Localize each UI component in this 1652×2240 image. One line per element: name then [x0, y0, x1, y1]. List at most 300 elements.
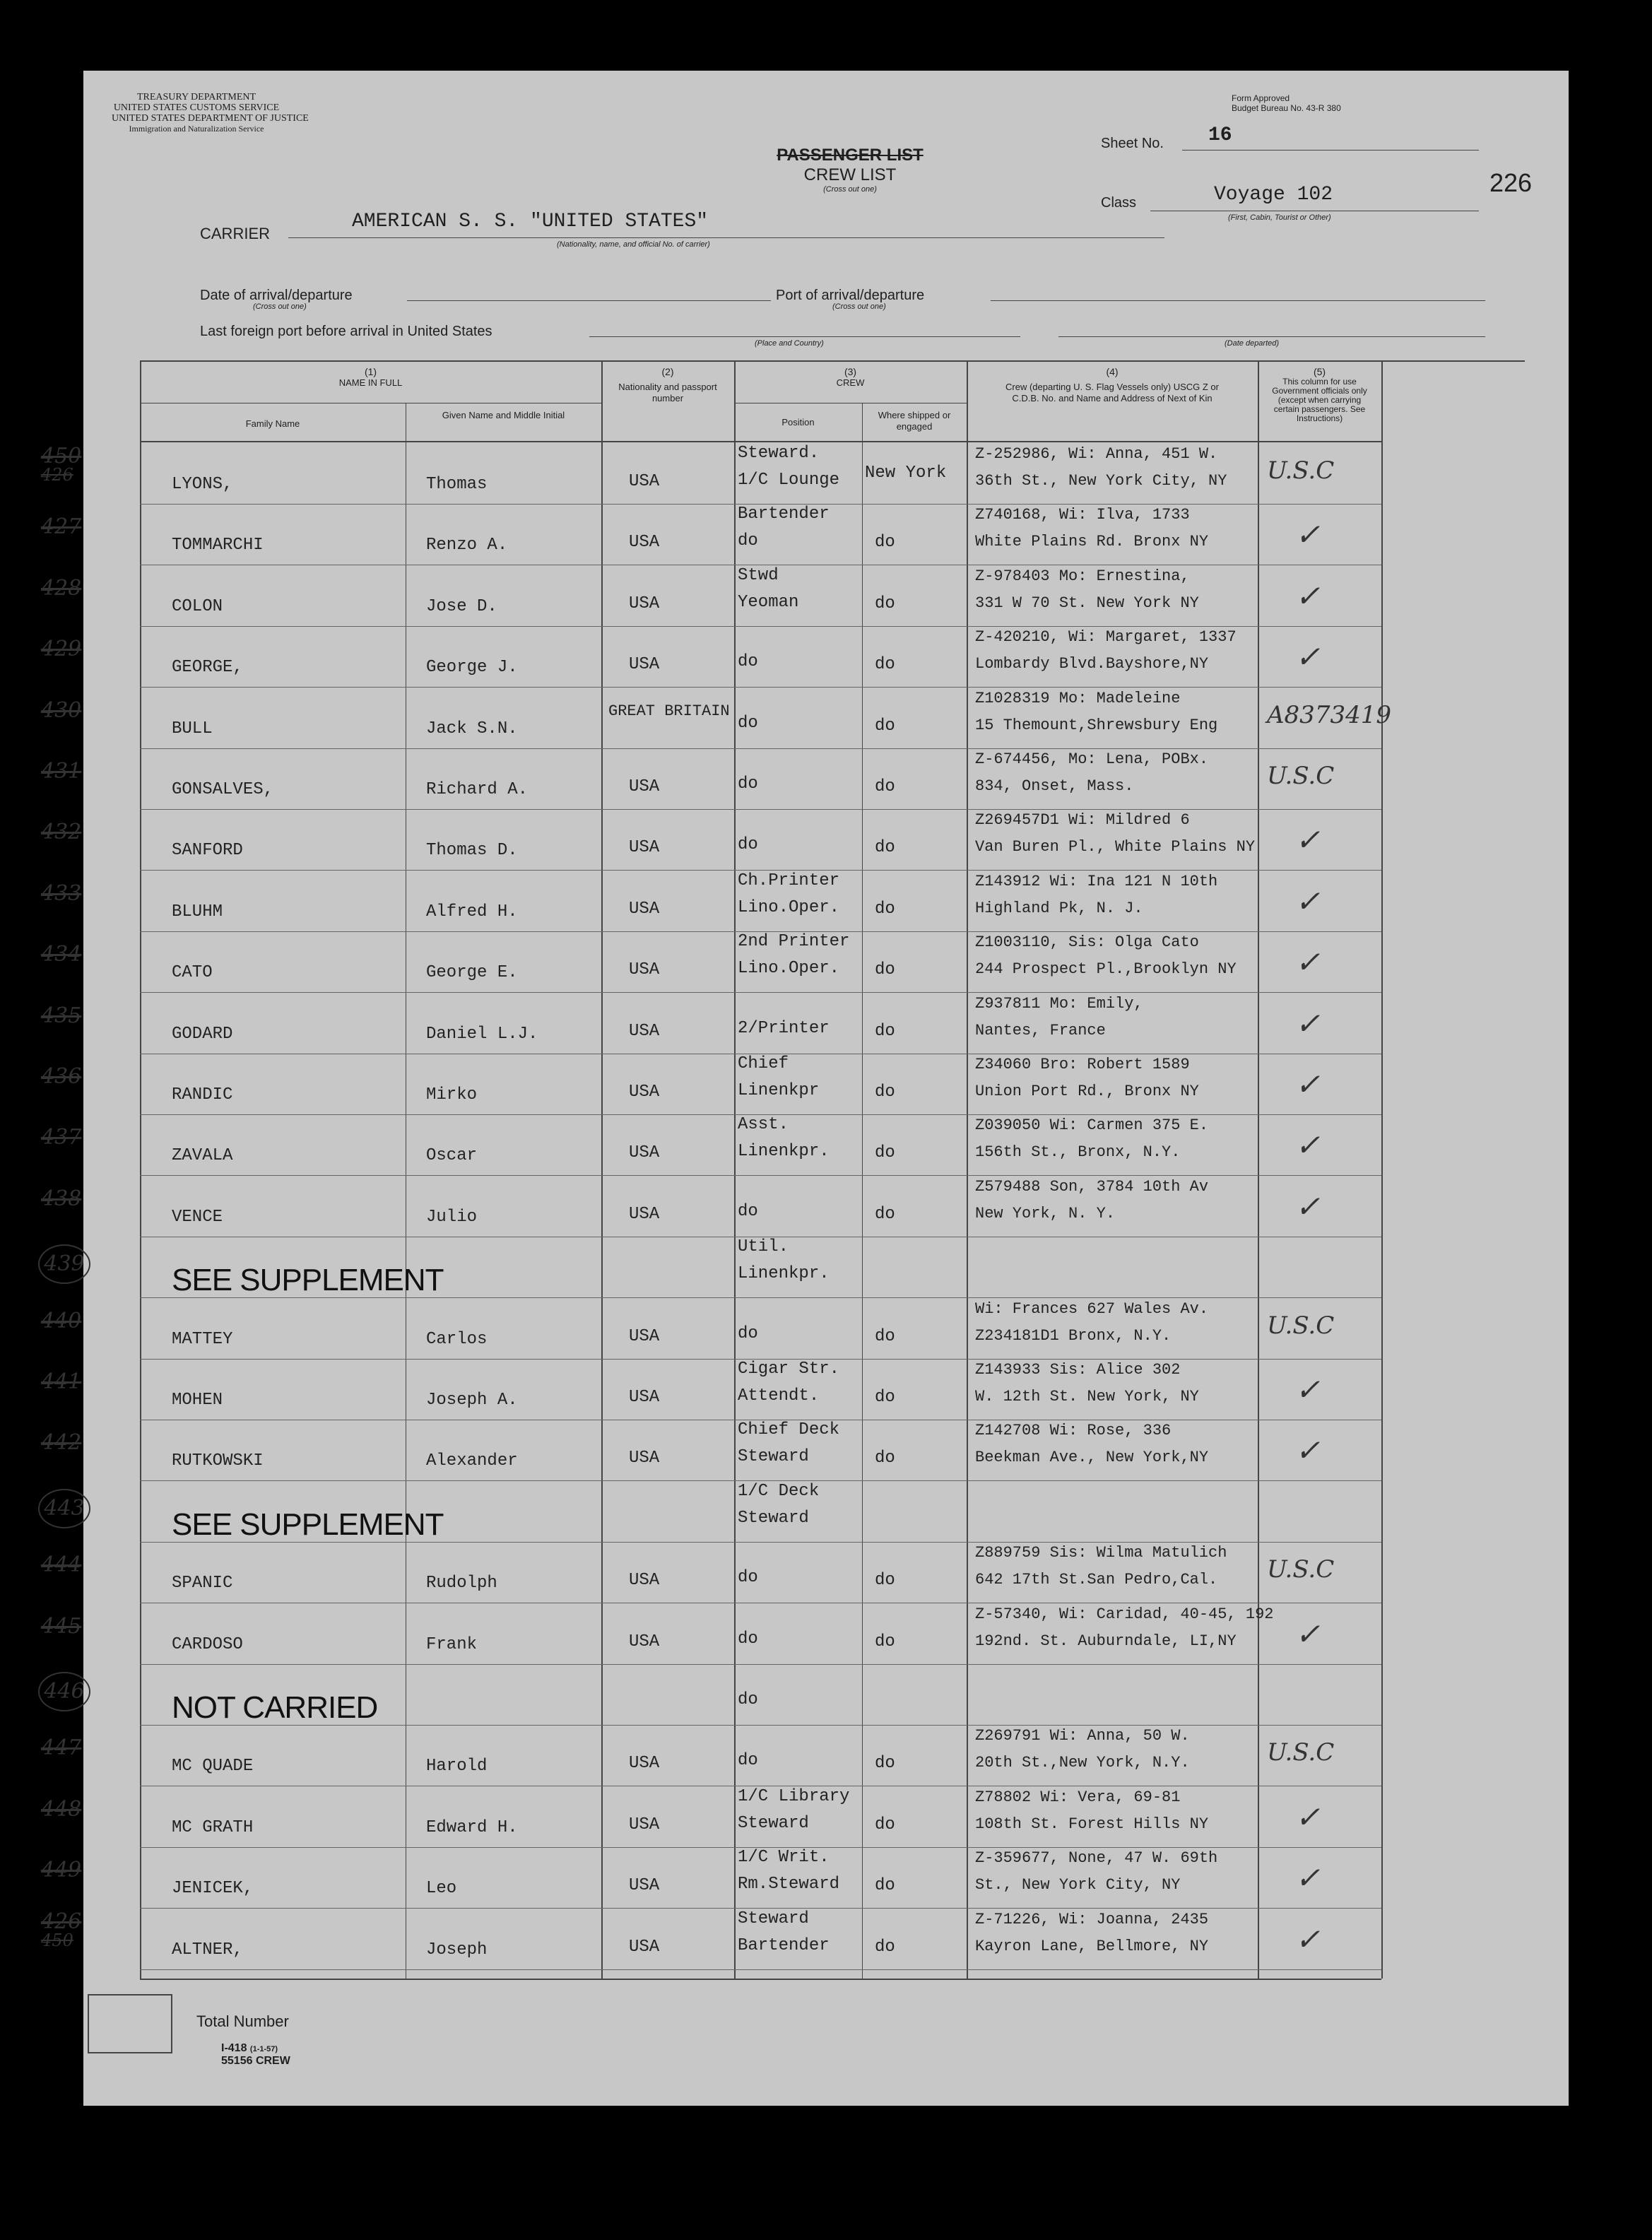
- table-row: [41, 810, 1569, 871]
- family-name: MOHEN: [172, 1391, 223, 1410]
- position-line-2: Bartender: [738, 1936, 830, 1955]
- row-divider: [140, 1175, 1381, 1176]
- where-shipped: do: [875, 594, 895, 613]
- next-of-kin-line-2: 642 17th St.San Pedro,Cal.: [975, 1571, 1218, 1588]
- position-line-1: 1/C Writ.: [738, 1848, 830, 1867]
- total-label: Total Number: [196, 2012, 289, 2030]
- table-row: [41, 1360, 1569, 1420]
- next-of-kin-line-2: 36th St., New York City, NY: [975, 472, 1227, 490]
- family-name: BLUHM: [172, 902, 223, 921]
- line-number: 427: [41, 514, 82, 539]
- position-line-1: do: [738, 1568, 758, 1587]
- official-mark: ✓: [1295, 823, 1321, 857]
- last-port-note-place: (Place and Country): [755, 339, 824, 348]
- family-name: BULL: [172, 719, 213, 738]
- line-number: 443: [38, 1489, 90, 1528]
- next-of-kin-line-1: Z-359677, None, 47 W. 69th: [975, 1849, 1218, 1867]
- family-name: MC QUADE: [172, 1757, 254, 1776]
- position-line-1: do: [738, 774, 758, 794]
- where-shipped: do: [875, 960, 895, 979]
- title-passenger: PASSENGER LIST: [777, 146, 924, 165]
- given-name: Thomas D.: [426, 841, 518, 860]
- official-mark: ✓: [1295, 1433, 1321, 1468]
- family-name: RUTKOWSKI: [172, 1451, 264, 1470]
- table-row: [41, 1420, 1569, 1481]
- next-of-kin-line-2: Highland Pk, N. J.: [975, 900, 1143, 917]
- form-id: [221, 2042, 278, 2055]
- where-shipped: do: [875, 1938, 895, 1957]
- where-shipped: do: [875, 1815, 895, 1834]
- stamp-text: NOT CARRIED: [172, 1690, 378, 1725]
- last-port-label: Last foreign port before arrival in United States: [200, 324, 492, 339]
- col5-header: [1258, 366, 1381, 423]
- position-line-1: Bartender: [738, 505, 830, 524]
- line-number-alt: 450: [41, 1930, 73, 1950]
- family-name: COLON: [172, 597, 223, 616]
- position-line-1: Chief: [738, 1054, 789, 1073]
- family-name: MATTEY: [172, 1330, 233, 1349]
- nationality: USA: [629, 838, 660, 857]
- line-number: 441: [41, 1369, 82, 1394]
- given-name: Joseph A.: [426, 1391, 518, 1410]
- given-name: George E.: [426, 963, 518, 982]
- form-code: 55156 CREW: [221, 2055, 290, 2067]
- given-name: Leo: [426, 1879, 457, 1898]
- port-arrival-note: (Cross out one): [832, 302, 886, 311]
- where-shipped: do: [875, 655, 895, 674]
- official-mark: U.S.C: [1267, 1555, 1335, 1584]
- line-number: 428: [41, 576, 82, 601]
- position-line-2: Steward: [738, 1447, 809, 1466]
- position-line-1: do: [738, 652, 758, 671]
- col1-header: [140, 366, 601, 389]
- given-name: Jose D.: [426, 597, 497, 616]
- position-line-2: Linenkpr: [738, 1081, 820, 1100]
- position-line-1: Chief Deck: [738, 1420, 840, 1439]
- table-row: [44, 1482, 1569, 1543]
- position-line-1: Steward.: [738, 444, 820, 463]
- position-line-1: do: [738, 835, 758, 854]
- form-approved-line-1: Form Approved: [1232, 93, 1290, 103]
- official-mark: U.S.C: [1267, 762, 1335, 790]
- given-name: Jack S.N.: [426, 719, 518, 738]
- table-row: [41, 1909, 1569, 1970]
- row-divider: [140, 992, 1381, 993]
- next-of-kin-line-1: Z-978403 Mo: Ernestina,: [975, 567, 1190, 585]
- family-name: TOMMARCHI: [172, 536, 264, 555]
- title-note: (Cross out one): [823, 185, 877, 194]
- table-row: [41, 1604, 1569, 1665]
- last-port-note-date: (Date departed): [1225, 339, 1280, 348]
- next-of-kin-line-2: Nantes, France: [975, 1022, 1106, 1039]
- where-shipped: do: [875, 717, 895, 736]
- col2-title: Nationality and passport number: [618, 382, 717, 403]
- nationality: USA: [629, 472, 660, 491]
- official-mark: ✓: [1295, 1800, 1321, 1834]
- given-name: Daniel L.J.: [426, 1025, 538, 1044]
- sheet-label: Sheet No.: [1101, 136, 1164, 151]
- agency-line-3: UNITED STATES DEPARTMENT OF JUSTICE: [112, 113, 309, 124]
- port-arrival-label: Port of arrival/departure: [776, 288, 925, 303]
- official-mark: ✓: [1295, 579, 1321, 613]
- official-mark: ✓: [1295, 639, 1321, 674]
- line-number: 430: [41, 698, 82, 723]
- official-mark: ✓: [1295, 945, 1321, 979]
- nationality: USA: [629, 1449, 660, 1468]
- position-line-2: Linenkpr.: [738, 1264, 830, 1283]
- nationality: USA: [629, 533, 660, 552]
- given-name: Rudolph: [426, 1574, 497, 1593]
- given-name: Harold: [426, 1757, 488, 1776]
- table-row: [41, 1726, 1569, 1786]
- family-name: GONSALVES,: [172, 780, 274, 799]
- line-number: 434: [41, 942, 82, 967]
- position-line-1: do: [738, 1690, 758, 1709]
- family-name: CARDOSO: [172, 1635, 243, 1654]
- next-of-kin-line-2: Union Port Rd., Bronx NY: [975, 1083, 1199, 1100]
- family-name: CATO: [172, 963, 213, 982]
- nationality: USA: [629, 594, 660, 613]
- next-of-kin-line-1: Z1028319 Mo: Madeleine: [975, 690, 1181, 707]
- line-number: 436: [41, 1064, 82, 1089]
- official-mark: U.S.C: [1267, 1738, 1335, 1767]
- nationality: USA: [629, 960, 660, 979]
- line-number: 447: [41, 1735, 82, 1760]
- nationality: USA: [629, 1938, 660, 1957]
- where-shipped: do: [875, 1327, 895, 1346]
- date-arrival-label: Date of arrival/departure: [200, 288, 353, 303]
- family-name: SANFORD: [172, 841, 243, 860]
- col1-title: NAME IN FULL: [338, 377, 403, 388]
- line-number: 446: [38, 1672, 90, 1711]
- official-mark: ✓: [1295, 1006, 1321, 1041]
- official-mark: ✓: [1295, 1922, 1321, 1957]
- position-line-1: Cigar Str.: [738, 1360, 840, 1379]
- col4-num: (4): [1106, 366, 1119, 377]
- family-name: LYONS,: [172, 475, 233, 494]
- stamp-text: SEE SUPPLEMENT: [172, 1263, 444, 1297]
- where-shipped: do: [875, 1143, 895, 1162]
- official-mark: ✓: [1295, 517, 1321, 552]
- position-line-2: Lino.Oper.: [738, 898, 840, 917]
- position-line-1: 2/Printer: [738, 1019, 830, 1038]
- table-row: [41, 505, 1569, 565]
- line-number: 442: [41, 1430, 82, 1455]
- next-of-kin-line-2: 108th St. Forest Hills NY: [975, 1815, 1209, 1833]
- nationality: USA: [629, 1754, 660, 1773]
- next-of-kin-line-2: Beekman Ave., New York,NY: [975, 1449, 1209, 1466]
- col3-num: (3): [844, 366, 857, 377]
- col3-title: CREW: [836, 377, 865, 388]
- line-number-alt: 426: [41, 465, 73, 485]
- next-of-kin-line-2: White Plains Rd. Bronx NY: [975, 533, 1209, 550]
- nationality: USA: [629, 655, 660, 674]
- where-shipped: do: [875, 1388, 895, 1407]
- form-sheet: [41, 71, 1569, 2106]
- where-shipped: New York: [865, 464, 947, 483]
- nationality: USA: [629, 1876, 660, 1895]
- position-line-2: Rm.Steward: [738, 1875, 840, 1894]
- next-of-kin-line-1: Z-71226, Wi: Joanna, 2435: [975, 1911, 1209, 1928]
- agency-line-4: Immigration and Naturalization Service: [129, 124, 264, 134]
- next-of-kin-line-1: Z143912 Wi: Ina 121 N 10th: [975, 873, 1218, 890]
- title-crew: CREW LIST: [803, 165, 897, 184]
- where-shipped: do: [875, 838, 895, 857]
- form-approved-line-2: Budget Bureau No. 43-R 380: [1232, 103, 1341, 113]
- given-name: Edward H.: [426, 1818, 518, 1837]
- next-of-kin-line-1: Z142708 Wi: Rose, 336: [975, 1422, 1172, 1439]
- row-divider: [140, 1969, 1381, 1970]
- class-note: (First, Cabin, Tourist or Other): [1228, 213, 1331, 222]
- line-number: 439: [38, 1244, 90, 1284]
- next-of-kin-line-2: Van Buren Pl., White Plains NY: [975, 838, 1256, 856]
- table-row: [41, 1299, 1569, 1360]
- given-name: Thomas: [426, 475, 488, 494]
- next-of-kin-line-2: 331 W 70 St. New York NY: [975, 594, 1199, 612]
- official-mark: U.S.C: [1267, 1311, 1335, 1340]
- nationality: USA: [629, 900, 660, 919]
- form-id-value: I-418: [221, 2042, 247, 2054]
- line-number: 429: [41, 637, 82, 661]
- col1-num: (1): [364, 366, 377, 377]
- col3-header: [734, 366, 967, 389]
- family-name: ZAVALA: [172, 1146, 233, 1165]
- nationality: USA: [629, 1205, 660, 1224]
- position-line-1: 2nd Printer: [738, 932, 850, 951]
- family-name: GODARD: [172, 1025, 233, 1044]
- col3-where-header: Where shipped or engaged: [878, 410, 951, 432]
- col5-num: (5): [1313, 366, 1326, 377]
- where-shipped: do: [875, 1754, 895, 1773]
- next-of-kin-line-1: Wi: Frances 627 Wales Av.: [975, 1300, 1209, 1318]
- next-of-kin-line-1: Z78802 Wi: Vera, 69-81: [975, 1788, 1181, 1806]
- next-of-kin-line-1: Z039050 Wi: Carmen 375 E.: [975, 1116, 1209, 1134]
- next-of-kin-line-2: 15 Themount,Shrewsbury Eng: [975, 717, 1218, 734]
- col2-num: (2): [661, 366, 674, 377]
- where-shipped: do: [875, 1632, 895, 1651]
- nationality: USA: [629, 1022, 660, 1041]
- table-row: [41, 1787, 1569, 1848]
- table-row: [41, 1177, 1569, 1237]
- position-line-2: Linenkpr.: [738, 1142, 830, 1161]
- where-shipped: do: [875, 533, 895, 552]
- col1-given-header: Given Name and Middle Initial: [442, 410, 565, 420]
- given-name: Mirko: [426, 1085, 478, 1104]
- line-number: 431: [41, 759, 82, 784]
- carrier-label: CARRIER: [200, 225, 271, 242]
- next-of-kin-line-2: 244 Prospect Pl.,Brooklyn NY: [975, 960, 1237, 978]
- official-mark: U.S.C: [1267, 456, 1335, 485]
- given-name: Julio: [426, 1208, 478, 1227]
- col1-family-header: Family Name: [245, 418, 300, 429]
- where-shipped: do: [875, 1449, 895, 1468]
- position-line-2: 1/C Lounge: [738, 471, 840, 490]
- official-mark: ✓: [1295, 1861, 1321, 1895]
- position-line-1: 1/C Deck: [738, 1482, 820, 1501]
- line-number: 438: [41, 1186, 82, 1211]
- where-shipped: do: [875, 1571, 895, 1590]
- table-row: [41, 688, 1569, 749]
- col4-title: Crew (departing U. S. Flag Vessels only) USCG Z or C.D.B. No. and Name and Address of Next of Kin: [1005, 382, 1219, 403]
- family-name: VENCE: [172, 1208, 223, 1227]
- form-date: (1-1-57): [249, 2045, 278, 2053]
- next-of-kin-line-2: Z234181D1 Bronx, N.Y.: [975, 1327, 1172, 1345]
- table-row: [41, 749, 1569, 810]
- form-approved: [1232, 93, 1341, 113]
- table-row: [41, 1543, 1569, 1603]
- table-row: [41, 566, 1569, 627]
- official-mark: ✓: [1295, 1128, 1321, 1162]
- row-divider: [140, 1480, 1381, 1481]
- table-row: [41, 627, 1569, 688]
- page-number: 226: [1489, 168, 1533, 197]
- given-name: Oscar: [426, 1146, 478, 1165]
- line-number: 432: [41, 820, 82, 844]
- official-mark: ✓: [1295, 1067, 1321, 1102]
- agency-block: [112, 92, 309, 134]
- where-shipped: do: [875, 1205, 895, 1224]
- line-number: 450: [41, 444, 82, 468]
- position-line-1: Ch.Printer: [738, 871, 840, 890]
- carrier-value: AMERICAN S. S. "UNITED STATES": [352, 211, 709, 232]
- next-of-kin-line-1: Z937811 Mo: Emily,: [975, 995, 1143, 1013]
- official-mark: ✓: [1295, 884, 1321, 919]
- line-number: 437: [41, 1125, 82, 1150]
- table-row: [44, 1665, 1569, 1726]
- position-line-1: Util.: [738, 1237, 789, 1256]
- stamp-text: SEE SUPPLEMENT: [172, 1507, 444, 1542]
- line-number: 435: [41, 1003, 82, 1028]
- official-mark: ✓: [1295, 1617, 1321, 1651]
- given-name: Renzo A.: [426, 536, 508, 555]
- position-line-1: do: [738, 1629, 758, 1649]
- given-name: Frank: [426, 1635, 478, 1654]
- col5-title: This column for use Government officials only (except when carrying certain passengers. See Instructions): [1272, 377, 1367, 423]
- given-name: Joseph: [426, 1940, 488, 1959]
- table-row: [41, 1054, 1569, 1115]
- position-line-2: do: [738, 531, 758, 550]
- next-of-kin-line-2: 156th St., Bronx, N.Y.: [975, 1143, 1181, 1161]
- given-name: Alexander: [426, 1451, 518, 1470]
- position-line-2: Steward: [738, 1509, 809, 1528]
- position-line-1: Asst.: [738, 1115, 789, 1134]
- line-number: 444: [41, 1552, 82, 1577]
- next-of-kin-line-1: Z1003110, Sis: Olga Cato: [975, 933, 1199, 951]
- given-name: George J.: [426, 658, 518, 677]
- official-mark: A8373419: [1267, 701, 1391, 729]
- next-of-kin-line-2: 192nd. St. Auburndale, LI,NY: [975, 1632, 1237, 1650]
- nationality: USA: [629, 1632, 660, 1651]
- next-of-kin-line-2: 834, Onset, Mass.: [975, 777, 1134, 795]
- line-number: 433: [41, 881, 82, 906]
- where-shipped: do: [875, 1083, 895, 1102]
- class-value: Voyage 102: [1214, 184, 1333, 206]
- table-row: [41, 932, 1569, 993]
- given-name: Richard A.: [426, 780, 529, 799]
- nationality: USA: [629, 1388, 660, 1407]
- family-name: SPANIC: [172, 1574, 233, 1593]
- date-arrival-note: (Cross out one): [253, 302, 307, 311]
- total-box: [88, 1994, 172, 2053]
- next-of-kin-line-1: Z-252986, Wi: Anna, 451 W.: [975, 445, 1218, 463]
- agency-line-2: UNITED STATES CUSTOMS SERVICE: [113, 102, 280, 113]
- line-number: 426: [41, 1909, 82, 1934]
- table-row: [41, 1115, 1569, 1176]
- family-name: JENICEK,: [172, 1879, 254, 1898]
- where-shipped: do: [875, 900, 895, 919]
- given-name: Carlos: [426, 1330, 488, 1349]
- table-row: [41, 871, 1569, 932]
- title-block: [744, 146, 956, 194]
- where-shipped: do: [875, 777, 895, 796]
- next-of-kin-line-2: 20th St.,New York, N.Y.: [975, 1754, 1190, 1772]
- official-mark: ✓: [1295, 1372, 1321, 1407]
- position-line-1: do: [738, 1324, 758, 1343]
- nationality: USA: [629, 1815, 660, 1834]
- line-number: 449: [41, 1858, 82, 1882]
- next-of-kin-line-2: Lombardy Blvd.Bayshore,NY: [975, 655, 1209, 673]
- row-divider: [140, 687, 1381, 688]
- nationality: USA: [629, 777, 660, 796]
- row-divider: [140, 870, 1381, 871]
- position-line-1: do: [738, 1751, 758, 1770]
- table-row: [41, 444, 1569, 505]
- nationality: USA: [629, 1143, 660, 1162]
- next-of-kin-line-1: Z740168, Wi: Ilva, 1733: [975, 506, 1190, 524]
- next-of-kin-line-2: Kayron Lane, Bellmore, NY: [975, 1938, 1209, 1955]
- position-line-2: Attendt.: [738, 1386, 820, 1405]
- next-of-kin-line-1: Z269791 Wi: Anna, 50 W.: [975, 1727, 1190, 1745]
- next-of-kin-line-2: St., New York City, NY: [975, 1876, 1181, 1894]
- where-shipped: do: [875, 1022, 895, 1041]
- position-line-2: Steward: [738, 1814, 809, 1833]
- family-name: GEORGE,: [172, 658, 243, 677]
- nationality: USA: [629, 1327, 660, 1346]
- line-number: 440: [41, 1309, 82, 1333]
- nationality: USA: [629, 1083, 660, 1102]
- col3-position-header: Position: [781, 417, 815, 428]
- given-name: Alfred H.: [426, 902, 518, 921]
- position-line-2: Lino.Oper.: [738, 959, 840, 978]
- position-line-1: do: [738, 1202, 758, 1221]
- line-number: 448: [41, 1797, 82, 1822]
- next-of-kin-line-1: Z-420210, Wi: Margaret, 1337: [975, 628, 1237, 646]
- nationality: GREAT BRITAIN: [608, 702, 730, 720]
- col2-header: [601, 366, 734, 404]
- next-of-kin-line-1: Z269457D1 Wi: Mildred 6: [975, 811, 1190, 829]
- family-name: ALTNER,: [172, 1940, 243, 1959]
- next-of-kin-line-1: Z-57340, Wi: Caridad, 40-45, 192: [975, 1605, 1274, 1623]
- family-name: RANDIC: [172, 1085, 233, 1104]
- where-shipped: do: [875, 1876, 895, 1895]
- agency-line-1: TREASURY DEPARTMENT: [136, 92, 256, 102]
- next-of-kin-line-2: New York, N. Y.: [975, 1205, 1116, 1222]
- next-of-kin-line-1: Z143933 Sis: Alice 302: [975, 1361, 1181, 1379]
- next-of-kin-line-2: W. 12th St. New York, NY: [975, 1388, 1199, 1405]
- family-name: MC GRATH: [172, 1818, 254, 1837]
- row-divider: [140, 1908, 1381, 1909]
- position-line-1: 1/C Library: [738, 1787, 850, 1806]
- class-label: Class: [1101, 195, 1137, 211]
- carrier-note: (Nationality, name, and official No. of carrier): [557, 240, 710, 249]
- table-row: [41, 1848, 1569, 1909]
- position-line-1: Stwd: [738, 566, 779, 585]
- next-of-kin-line-1: Z34060 Bro: Robert 1589: [975, 1056, 1190, 1073]
- next-of-kin-line-1: Z579488 Son, 3784 10th Av: [975, 1178, 1209, 1196]
- nationality: USA: [629, 1571, 660, 1590]
- row-divider: [140, 1297, 1381, 1298]
- sheet-value: 16: [1208, 124, 1232, 146]
